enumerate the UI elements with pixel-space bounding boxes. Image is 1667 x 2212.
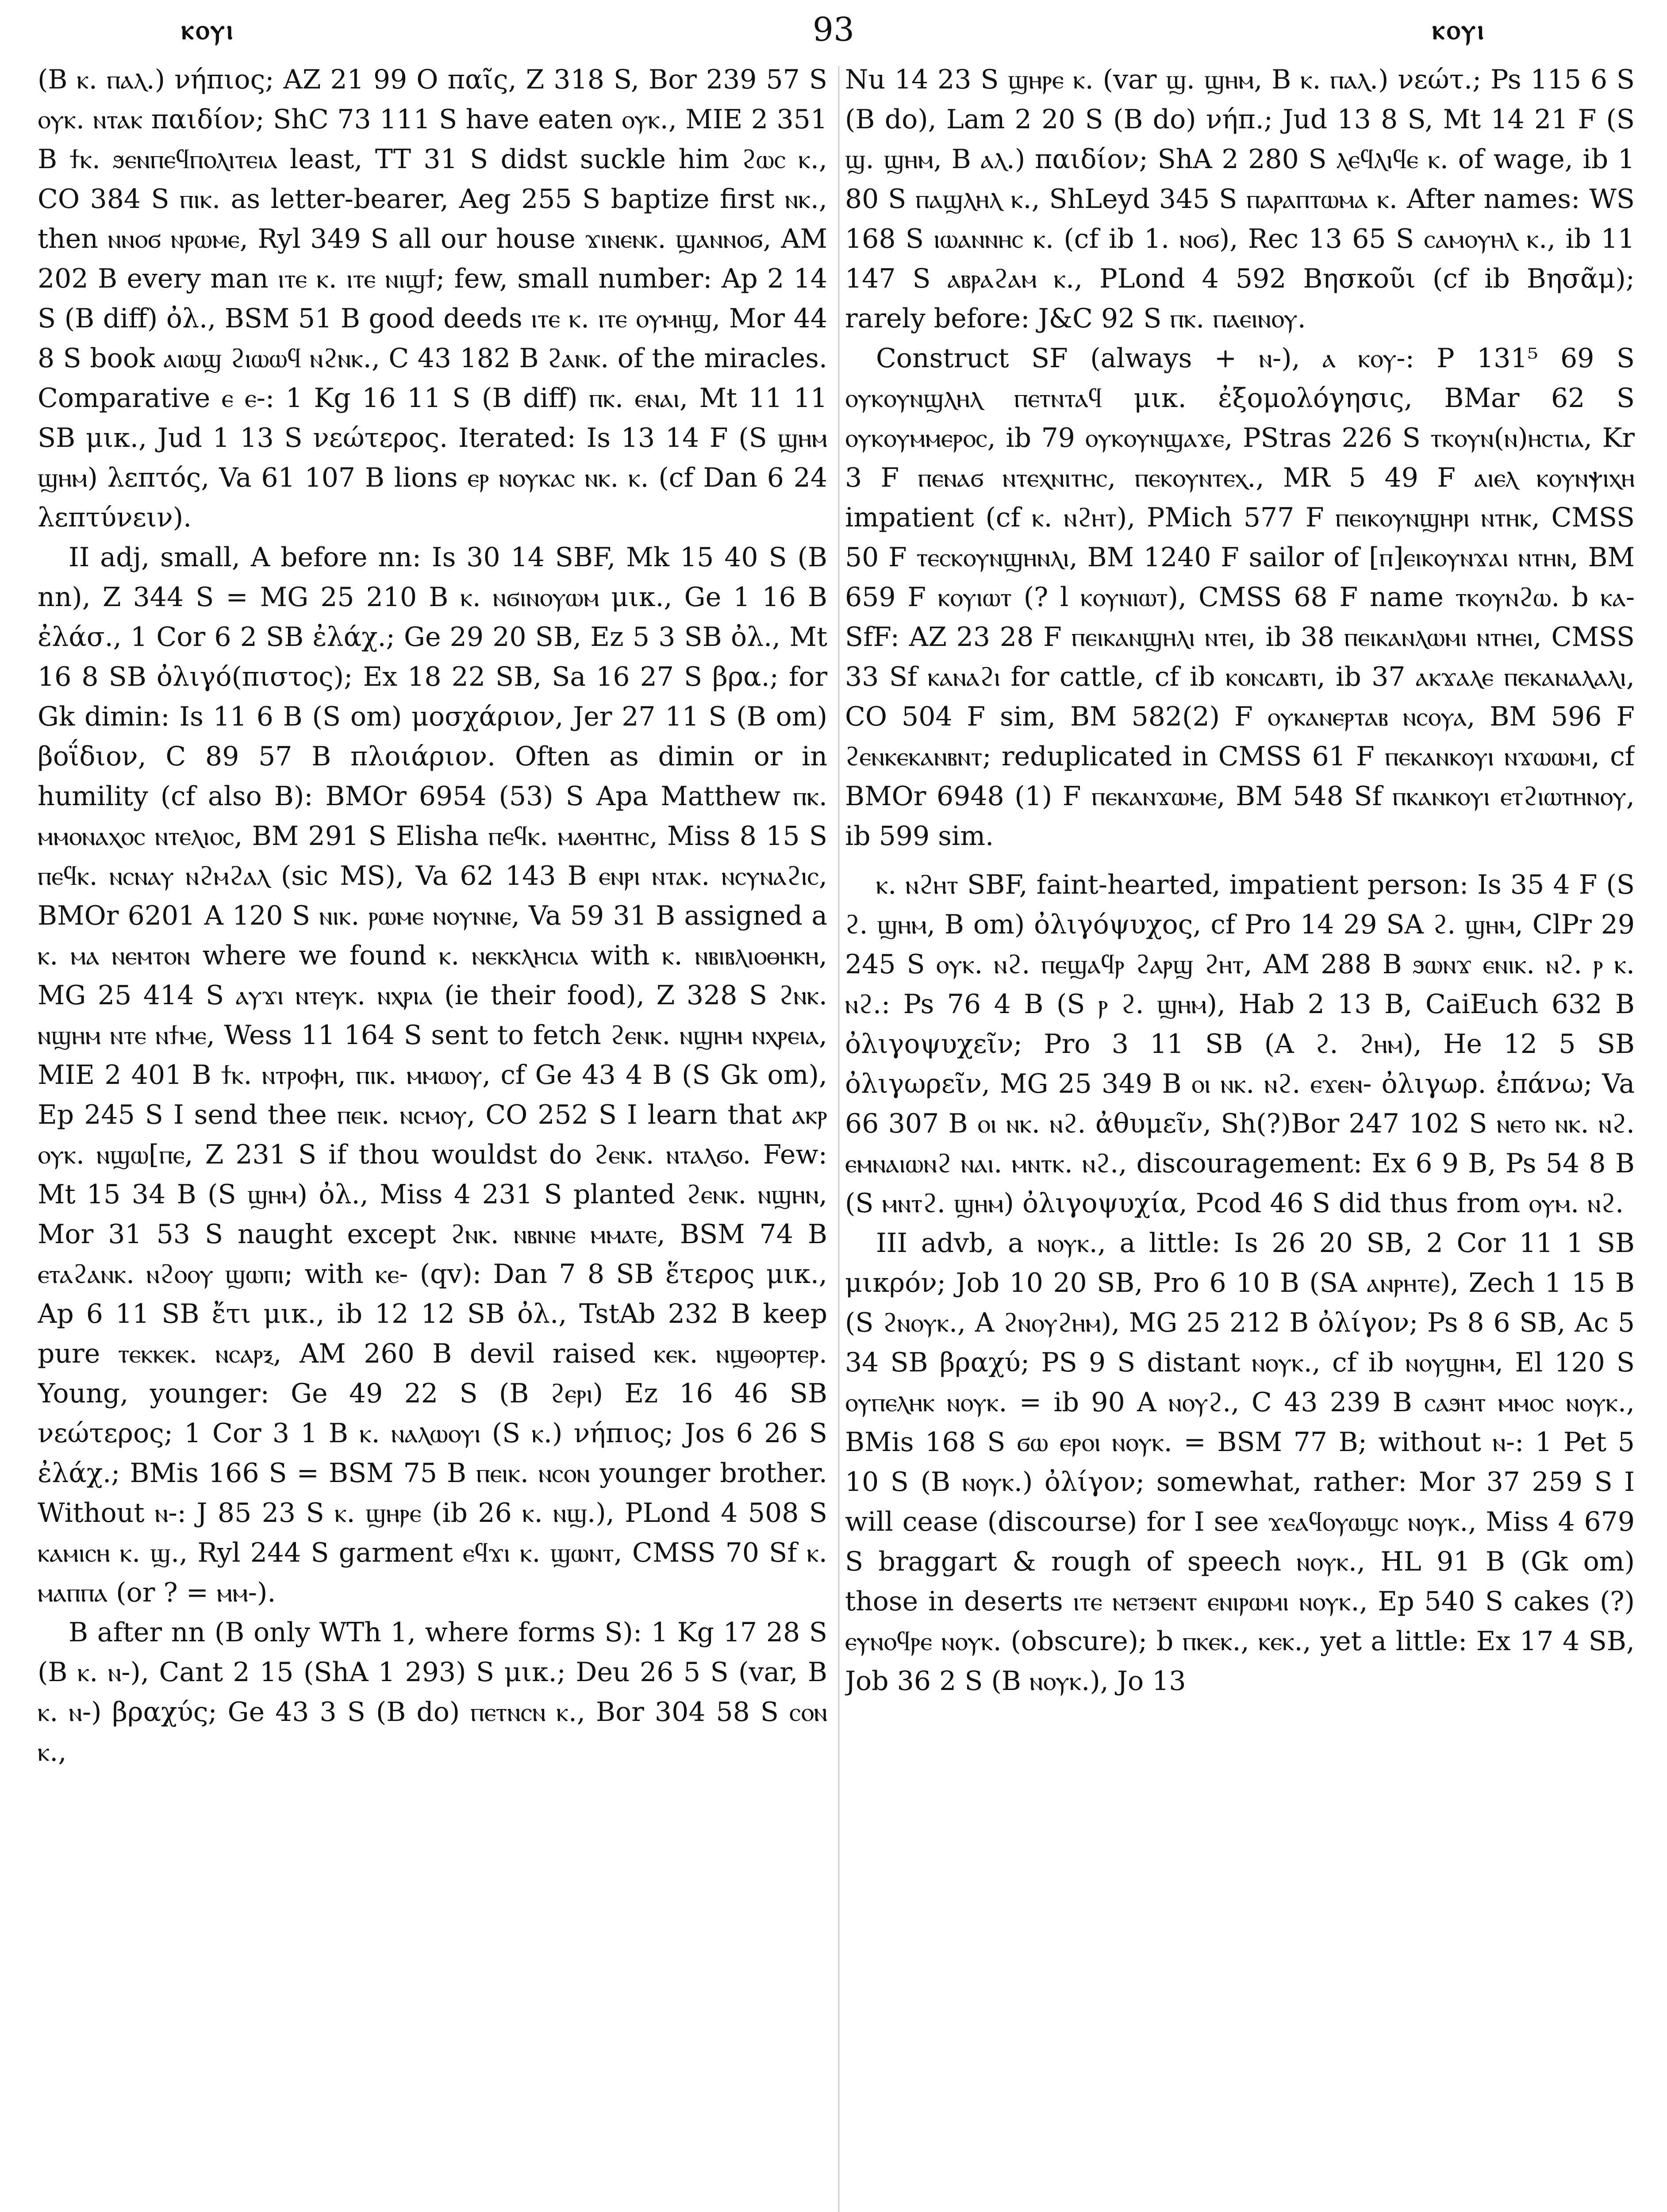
- column-divider: [838, 66, 839, 2212]
- right-column: [845, 60, 1635, 2212]
- dictionary-paragraph: B after nn (B only WTh 1, where forms S): 1 Kg 17 28 S (B ⲕ. ⲛ-), Cant 2 15 (ShA 1 293) S μικ.; Deu 26 5 S (var, B ⲕ. ⲛ-) βραχύς; Ge 43 3 S (B do) ⲡⲉⲧⲛⲥⲛ ⲕ., Bor 304 58 S ⲥⲟⲛ ⲕ.,: [38, 1617, 827, 1767]
- page-number: 93: [812, 11, 855, 49]
- running-head-right: ⲕⲟⲩⲓ: [1432, 13, 1486, 46]
- left-column: [38, 60, 827, 2212]
- running-head-left: ⲕⲟⲩⲓ: [181, 13, 235, 46]
- dictionary-paragraph: III advb, a ⲛⲟⲩⲕ., a little: Is 26 20 SB, 2 Cor 11 1 SB μικρόν; Job 10 20 SB, Pro 6 10 B (SA ⲁⲛⲣⲏⲧⲉ), Zech 1 15 B (S ϩⲛⲟⲩⲕ., A ϩⲛⲟⲩϩⲏⲙ), MG 25 212 B ὀλίγον; Ps 8 6 SB, Ac 5 34 SB βραχύ; PS 9 S distant ⲛⲟⲩⲕ., cf ib ⲛⲟⲩϣⲏⲙ, El 120 S ⲟⲩⲡⲉⲗⲏⲕ ⲛⲟⲩⲕ. = ib 90 A ⲛⲟⲩϩ., C 43 239 B ⲥⲁϧⲏⲧ ⲙⲙⲟⲥ ⲛⲟⲩⲕ., BMis 168 S ϭⲱ ⲉⲣⲟⲓ ⲛⲟⲩⲕ. = BSM 77 B; without ⲛ-: 1 Pet 5 10 S (B ⲛⲟⲩⲕ.) ὀλίγον; somewhat, rather: Mor 37 259 S I will cease (discourse) for I see ϫⲉⲁϥⲟⲩⲱϣⲥ ⲛⲟⲩⲕ., Miss 4 679 S braggart & rough of speech ⲛⲟⲩⲕ., HL 91 B (Gk om) those in deserts ⲓⲧⲉ ⲛⲉⲧϧⲉⲛⲧ ⲉⲛⲓⲣⲱⲙⲓ ⲛⲟⲩⲕ., Ep 540 S cakes (?) ⲉⲩⲛⲟϥⲣⲉ ⲛⲟⲩⲕ. (obscure); b ⲡⲕⲉⲕ., ⲕⲉⲕ., yet a little: Ex 17 4 SB, Job 36 2 S (B ⲛⲟⲩⲕ.), Jo 13: [845, 1228, 1635, 1697]
- dictionary-paragraph: II adj, small, A before nn: Is 30 14 SBF, Mk 15 40 S (B nn), Z 344 S = MG 25 210 B ⲕ. ⲛϭⲓⲛⲟⲩⲱⲙ μικ., Ge 1 16 B ἐλάσ., 1 Cor 6 2 SB ἐλάχ.; Ge 29 20 SB, Ez 5 3 SB ὀλ., Mt 16 8 SB ὀλιγό(πιστος); Ex 18 22 SB, Sa 16 27 S βρα.; for Gk dimin: Is 11 6 B (S om) μοσχάριον, Jer 27 11 S (B om) βοΐδιον, C 89 57 B πλοιάριον. Often as dimin or in humility (cf also B): BMOr 6954 (53) S Apa Matthew ⲡⲕ. ⲙⲙⲟⲛⲁⲭⲟⲥ ⲛⲧⲉⲗⲓⲟⲥ, BM 291 S Elisha ⲡⲉϥⲕ. ⲙⲁⲑⲏⲧⲏⲥ, Miss 8 15 S ⲡⲉϥⲕ. ⲛⲥⲛⲁⲩ ⲛϩⲙϩⲁⲗ (sic MS), Va 62 143 B ⲉⲛⲣⲓ ⲛⲧⲁⲕ. ⲛⲥⲩⲛⲁϩⲓⲥ, BMOr 6201 A 120 S ⲛⲓⲕ. ⲣⲱⲙⲉ ⲛⲟⲩⲛⲛⲉ, Va 59 31 B assigned a ⲕ. ⲙⲁ ⲛⲉⲙⲧⲟⲛ where we found ⲕ. ⲛⲉⲕⲕⲗⲏⲥⲓⲁ with ⲕ. ⲛⲃⲓⲃⲗⲓⲟⲑⲏⲕⲏ, MG 25 414 S ⲁⲩϫⲓ ⲛⲧⲉⲩⲕ. ⲛⲭⲣⲓⲁ (ie their food), Z 328 S ϩⲛⲕ. ⲛϣⲏⲙ ⲛⲧⲉ ⲛϯⲙⲉ, Wess 11 164 S sent to fetch ϩⲉⲛⲕ. ⲛϣⲏⲙ ⲛⲭⲣⲉⲓⲁ, MIE 2 401 B ϯⲕ. ⲛⲧⲣⲟⲫⲏ, ⲡⲓⲕ. ⲙⲙⲱⲟⲩ, cf Ge 43 4 B (S Gk om), Ep 245 S I send thee ⲡⲉⲓⲕ. ⲛⲥⲙⲟⲩ, CO 252 S I learn that ⲁⲕⲣ ⲟⲩⲕ. ⲛϣⲱ[ⲡⲉ, Z 231 S if thou wouldst do ϩⲉⲛⲕ. ⲛⲧⲁⲗϭⲟ. Few: Mt 15 34 B (S ϣⲏⲙ) ὀλ., Miss 4 231 S planted ϩⲉⲛⲕ. ⲛϣⲏⲛ, Mor 31 53 S naught except ϩⲛⲕ. ⲛⲃⲛⲛⲉ ⲙⲙⲁⲧⲉ, BSM 74 B ⲉⲧⲁϩⲁⲛⲕ. ⲛϩⲟⲟⲩ ϣⲱⲡⲓ; with ⲕⲉ- (qv): Dan 7 8 SB ἕτερος μικ., Ap 6 11 SB ἔτι μικ., ib 12 12 SB ὀλ., TstAb 232 B keep pure ⲧⲉⲕⲕⲉⲕ. ⲛⲥⲁⲣⲝ, AM 260 B devil raised ⲕⲉⲕ. ⲛϣⲑⲟⲣⲧⲉⲣ. Young, younger: Ge 49 22 S (B ϩⲉⲣⲓ) Ez 16 46 SB νεώτερος; 1 Cor 3 1 B ⲕ. ⲛⲁⲗⲱⲟⲩⲓ (S ⲕ.) νήπιος; Jos 6 26 S ἐλάχ.; BMis 166 S = BSM 75 B ⲡⲉⲓⲕ. ⲛⲥⲟⲛ younger brother. Without ⲛ-: J 85 23 S ⲕ. ϣⲏⲣⲉ (ib 26 ⲕ. ⲛϣ.), PLond 4 508 S ⲕⲁⲙⲓⲥⲏ ⲕ. ϣ., Ryl 244 S garment ⲉϥϫⲓ ⲕ. ϣⲱⲛⲧ, CMSS 70 Sf ⲕ. ⲙⲁⲡⲡⲁ (or ? = ⲙⲙ-).: [38, 542, 827, 1608]
- dictionary-paragraph: Nu 14 23 S ϣⲏⲣⲉ ⲕ. (var ϣ. ϣⲏⲙ, B ⲕ. ⲡⲁⲗ.) νεώτ.; Ps 115 6 S (B do), Lam 2 20 S (B do) νήπ.; Jud 13 8 S, Mt 14 21 F (S ϣ. ϣⲏⲙ, B ⲁⲗ.) παιδίον; ShA 2 280 S ⲗⲉϥⲗⲓϥⲉ ⲕ. of wage, ib 1 80 S ⲡⲁϣⲗⲏⲗ ⲕ., ShLeyd 345 S ⲡⲁⲣⲁⲡⲧⲱⲙⲁ ⲕ. After names: WS 168 S ⲓⲱⲁⲛⲛⲏⲥ ⲕ. (cf ib 1. ⲛⲟϭ), Rec 13 65 S ⲥⲁⲙⲟⲩⲏⲗ ⲕ., ib 11 147 S ⲁⲃⲣⲁϩⲁⲙ ⲕ., PLond 4 592 Βησκοῦι (cf ib Βησᾶμ); rarely before: J&C 92 S ⲡⲕ. ⲡⲁⲉⲓⲛⲟⲩ.: [845, 64, 1635, 334]
- dictionary-paragraph: Construct SF (always + ⲛ-), ⲁ ⲕⲟⲩ-: P 131⁵ 69 S ⲟⲩⲕⲟⲩⲛϣⲗⲏⲗ ⲡⲉⲧⲛⲧⲁϥ μικ. ἐξομολόγησις, BMar 62 S ⲟⲩⲕⲟⲩⲙⲙⲉⲣⲟⲥ, ib 79 ⲟⲩⲕⲟⲩⲛϣⲁϫⲉ, PStras 226 S ⲧⲕⲟⲩⲛ(ⲛ)ⲏⲥⲧⲓⲁ, Kr 3 F ⲡⲉⲛⲁϭ ⲛⲧⲉⲭⲛⲓⲧⲏⲥ, ⲡⲉⲕⲟⲩⲛⲧⲉⲭ., MR 5 49 F ⲁⲓⲉⲗ ⲕⲟⲩⲛⲯⲓⲭⲏ impatient (cf ⲕ. ⲛϩⲏⲧ), PMich 577 F ⲡⲉⲓⲕⲟⲩⲛϣⲏⲣⲓ ⲛⲧⲏⲕ, CMSS 50 F ⲧⲉⲥⲕⲟⲩⲛϣⲏⲛⲗⲓ, BM 1240 F sailor of [ⲡ]ⲉⲓⲕⲟⲩⲛϫⲁⲓ ⲛⲧⲏⲛ, BM 659 F ⲕⲟⲩⲓⲱⲧ (? l ⲕⲟⲩⲛⲓⲱⲧ), CMSS 68 F name ⲧⲕⲟⲩⲛϩⲱ. b ⲕⲁ- SfF: AZ 23 28 F ⲡⲉⲓⲕⲁⲛϣⲏⲗⲓ ⲛⲧⲉⲓ, ib 38 ⲡⲉⲓⲕⲁⲛⲗⲱⲙⲓ ⲛⲧⲏⲉⲓ, CMSS 33 Sf ⲕⲁⲛⲁϩⲓ for cattle, cf ib ⲕⲟⲛⲥⲁⲃⲧⲓ, ib 37 ⲁⲕϫⲁⲗⲉ ⲡⲉⲕⲁⲛⲁⲗⲁⲗⲓ, CO 504 F sim, BM 582(2) F ⲟⲩⲕⲁⲛⲉⲣⲧⲁⲃ ⲛⲥⲟⲩⲁ, BM 596 F ϩⲉⲛⲕⲉⲕⲁⲛⲃⲛⲧ; reduplicated in CMSS 61 F ⲡⲉⲕⲁⲛⲕⲟⲩⲓ ⲛϫⲱⲱⲙⲓ, cf BMOr 6948 (1) F ⲡⲉⲕⲁⲛϫⲱⲙⲉ, BM 548 Sf ⲡⲕⲁⲛⲕⲟⲩⲓ ⲉⲧϩⲓⲱⲧⲏⲛⲟⲩ, ib 599 sim.: [845, 343, 1635, 852]
- dictionary-paragraph: ⲕ. ⲛϩⲏⲧ SBF, faint-hearted, impatient person: Is 35 4 F (S ϩ. ϣⲏⲙ, B om) ὀλιγόψυχος, cf Pro 14 29 SA ϩ. ϣⲏⲙ, ClPr 29 245 S ⲟⲩⲕ. ⲛϩ. ⲡⲉϣⲁϥⲣ ϩⲁⲣϣ ϩⲏⲧ, AM 288 B ϧⲱⲛϫ ⲉⲛⲓⲕ. ⲛϩ. ⲣ ⲕ. ⲛϩ.: Ps 76 4 B (S ⲣ ϩ. ϣⲏⲙ), Hab 2 13 B, CaiEuch 632 B ὀλιγοψυχεῖν; Pro 3 11 SB (A ϩ. ϩⲏⲙ), He 12 5 SB ὀλιγωρεῖν, MG 25 349 B ⲟⲓ ⲛⲕ. ⲛϩ. ⲉϫⲉⲛ- ὀλιγωρ. ἐπάνω; Va 66 307 B ⲟⲓ ⲛⲕ. ⲛϩ. ἀθυμεῖν, Sh(?)Bor 247 102 S ⲛⲉⲧⲟ ⲛⲕ. ⲛϩ. ⲉⲙⲛⲁⲓⲱⲛϩ ⲛⲁⲓ. ⲙⲛⲧⲕ. ⲛϩ., discouragement: Ex 6 9 B, Ps 54 8 B (S ⲙⲛⲧϩ. ϣⲏⲙ) ὀλιγοψυχία, Pcod 46 S did thus from ⲟⲩⲙ. ⲛϩ.: [845, 869, 1635, 1219]
- page-header: [53, 13, 1614, 62]
- dictionary-paragraph: (B ⲕ. ⲡⲁⲗ.) νήπιος; AZ 21 99 O παῖς, Z 318 S, Bor 239 57 S ⲟⲩⲕ. ⲛⲧⲁⲕ παιδίον; ShC 73 111 S have eaten ⲟⲩⲕ., MIE 2 351 B ϯⲕ. ϧⲉⲛⲡⲉϥⲡⲟⲗⲓⲧⲉⲓⲁ least, TT 31 S didst suckle him ϩⲱⲥ ⲕ., CO 384 S ⲡⲓⲕ. as letter-bearer, Aeg 255 S baptize first ⲛⲕ., then ⲛⲛⲟϭ ⲛⲣⲱⲙⲉ, Ryl 349 S all our house ϫⲓⲛⲉⲛⲕ. ϣⲁⲛⲛⲟϭ, AM 202 B every man ⲓⲧⲉ ⲕ. ⲓⲧⲉ ⲛⲓϣϯ; few, small number: Ap 2 14 S (B diff) ὀλ., BSM 51 B good deeds ⲓⲧⲉ ⲕ. ⲓⲧⲉ ⲟⲩⲙⲏϣ, Mor 44 8 S book ⲁⲓⲱϣ ϩⲓⲱⲱϥ ⲛϩⲛⲕ., C 43 182 B ϩⲁⲛⲕ. of the miracles. Comparative ⲉ ⲉ-: 1 Kg 16 11 S (B diff) ⲡⲕ. ⲉⲛⲁⲓ, Mt 11 11 SB μικ., Jud 1 13 S νεώτερος. Iterated: Is 13 14 F (S ϣⲏⲙ ϣⲏⲙ) λεπτός, Va 61 107 B lions ⲉⲣ ⲛⲟⲩⲕⲁⲥ ⲛⲕ. ⲕ. (cf Dan 6 24 λεπτύνειν).: [38, 64, 827, 533]
